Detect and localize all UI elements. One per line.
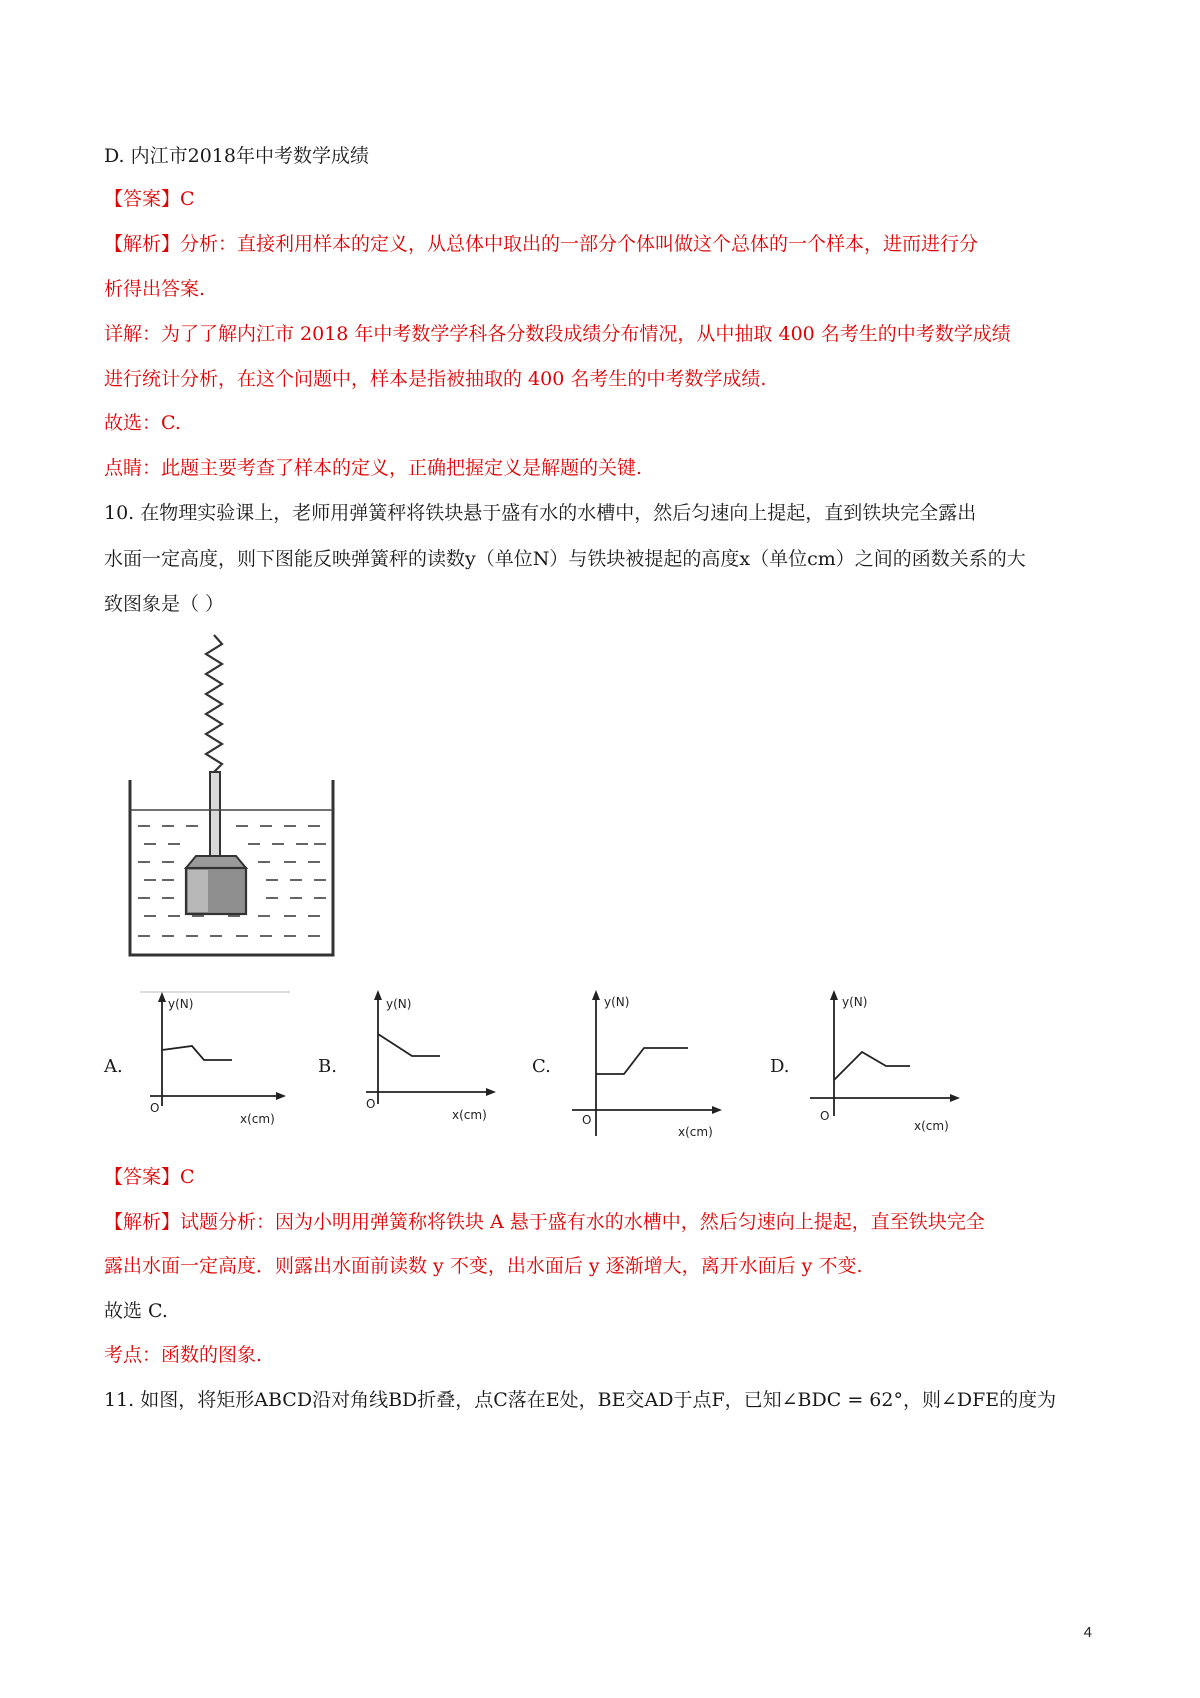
page-number: 4 (1083, 1624, 1092, 1641)
option-a-ylabel: y(N) (168, 997, 194, 1011)
option-a-graph (140, 988, 290, 1142)
question-10-line-1: 10. 在物理实验课上，老师用弹簧秤将铁块悬于盛有水的水槽中，然后匀速向上提起，直到铁块完全露出 (104, 502, 977, 524)
option-c-origin: O (582, 1113, 592, 1127)
option-b-origin: O (366, 1097, 376, 1111)
option-b-graph (352, 986, 502, 1140)
option-a-xlabel: x(cm) (240, 1112, 275, 1126)
option-d-graph (806, 986, 966, 1150)
option-a-origin: O (150, 1101, 160, 1115)
question-10-line-2: 水面一定高度，则下图能反映弹簧秤的读数y（单位N）与铁块被提起的高度x（单位cm）之间的函数关系的大 (104, 548, 1026, 570)
analysis-10-line-1: 【解析】试题分析：因为小明用弹簧称将铁块 A 悬于盛有水的水槽中，然后匀速向上提起，直至铁块完全 (104, 1211, 985, 1233)
option-c-xlabel: x(cm) (678, 1125, 713, 1139)
option-d-origin: O (820, 1109, 830, 1123)
comment-line: 点睛：此题主要考查了样本的定义，正确把握定义是解题的关键. (104, 457, 643, 479)
option-c-label: C. (532, 1056, 551, 1077)
answer-label-10: 【答案】C (104, 1166, 195, 1188)
question-10-line-3: 致图象是（ ） (104, 593, 225, 615)
analysis-10-line-2: 露出水面一定高度．则露出水面前读数 y 不变，出水面后 y 逐渐增大，离开水面后 y 不变. (104, 1255, 863, 1277)
spring-tank-illustration (118, 630, 348, 969)
option-b-ylabel: y(N) (386, 997, 412, 1011)
option-c-graph (568, 986, 728, 1150)
detail-line-2: 进行统计分析，在这个问题中，样本是指被抽取的 400 名考生的中考数学成绩. (104, 368, 767, 390)
option-d-label: D. (770, 1056, 790, 1077)
choose-10-line: 故选 C. (104, 1300, 168, 1322)
option-d-xlabel: x(cm) (914, 1119, 949, 1133)
option-d-ylabel: y(N) (842, 995, 868, 1009)
detail-line-1: 详解：为了了解内江市 2018 年中考数学学科各分数段成绩分布情况，从中抽取 400 名考生的中考数学成绩 (104, 323, 1011, 345)
question-11-line-1: 11. 如图，将矩形ABCD沿对角线BD折叠，点C落在E处，BE交AD于点F，已知∠BDC = 62°，则∠DFE的度为 (104, 1389, 1057, 1411)
analysis-line-1: 【解析】分析：直接利用样本的定义，从总体中取出的一部分个体叫做这个总体的一个样本，进而进行分 (104, 233, 979, 255)
option-c-ylabel: y(N) (604, 995, 630, 1009)
analysis-line-2: 析得出答案. (104, 278, 206, 300)
choose-line: 故选：C. (104, 412, 181, 434)
answer-label: 【答案】C (104, 188, 195, 210)
option-b-label: B. (318, 1056, 337, 1077)
option-b-xlabel: x(cm) (452, 1108, 487, 1122)
kaodian-line: 考点：函数的图象. (104, 1344, 263, 1366)
option-a-label: A. (104, 1056, 123, 1077)
option-d-text: D. 内江市2018年中考数学成绩 (104, 145, 369, 167)
